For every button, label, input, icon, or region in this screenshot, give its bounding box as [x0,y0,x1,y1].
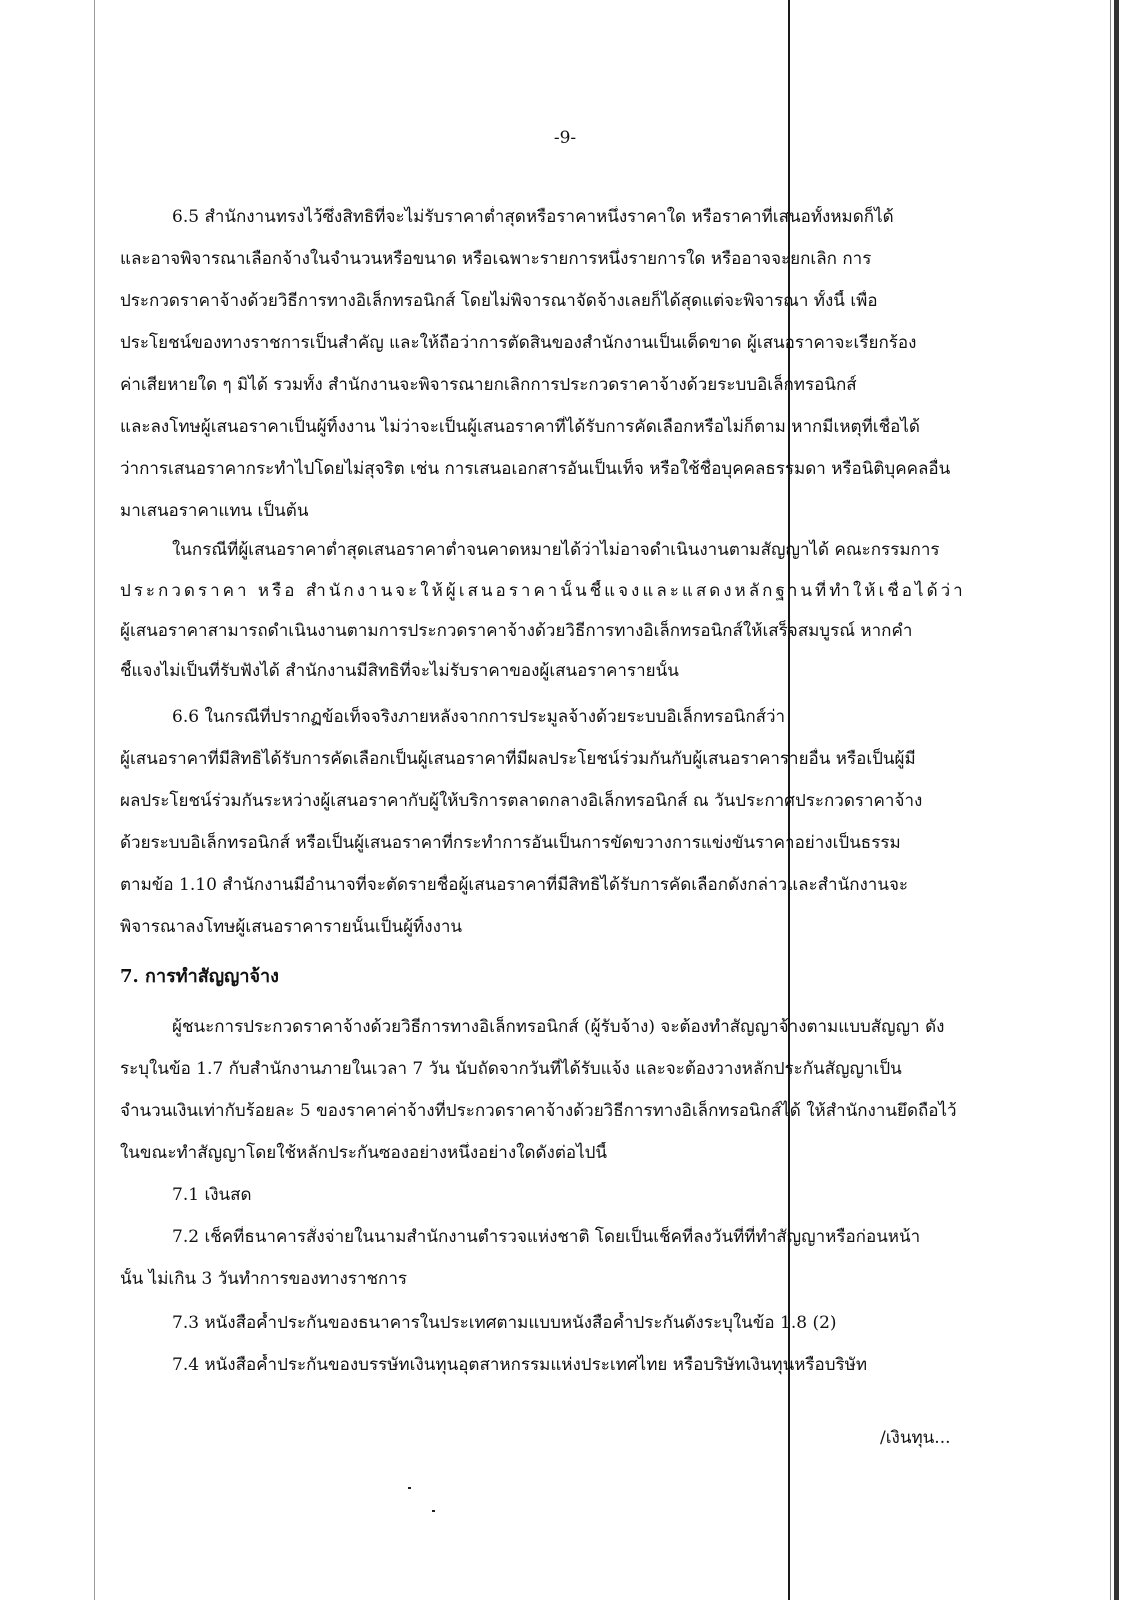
paragraph-line: ในขณะทำสัญญาโดยใช้หลักประกันซองอย่างหนึ่งอย่างใดดังต่อไปนี้ [120,1143,608,1163]
paragraph-line: ค่าเสียหายใด ๆ มิได้ รวมทั้ง สำนักงานจะพิจารณายกเลิกการประกวดราคาจ้างด้วยระบบอิเล็กทรอนิกส์ [120,375,857,395]
scan-edge-line [94,0,95,1600]
paragraph-line: ประกวดราคาจ้างด้วยวิธีการทางอิเล็กทรอนิกส์ โดยไม่พิจารณาจัดจ้างเลยก็ได้สุดแต่จะพิจารณา ทั้งนี้ เพื่อ [120,291,878,311]
paragraph-line: ในกรณีที่ผู้เสนอราคาต่ำสุดเสนอราคาต่ำจนคาดหมายได้ว่าไม่อาจดำเนินงานตามสัญญาได้ คณะกรรมการ [172,540,940,560]
paragraph-line: 7.1 เงินสด [172,1185,252,1205]
paragraph-line: 7.4 หนังสือค้ำประกันของบรรษัทเงินทุนอุตสาหกรรมแห่งประเทศไทย หรือบริษัทเงินทุนหรือบริษัท [172,1355,868,1375]
paragraph-line: ตามข้อ 1.10 สำนักงานมีอำนาจที่จะตัดรายชื่อผู้เสนอราคาที่มีสิทธิได้รับการคัดเลือกดังกล่าวและสำนักงานจะ [120,875,909,895]
scan-border [1114,0,1119,1600]
paragraph-line: จำนวนเงินเท่ากับร้อยละ 5 ของราคาค่าจ้างที่ประกวดราคาจ้างด้วยวิธีการทางอิเล็กทรอนิกส์ได้ ให้สำนักงานยึดถือไว้ [120,1101,957,1121]
page-number: -9- [553,128,577,148]
paragraph-line: 7.2 เช็คที่ธนาคารสั่งจ่ายในนามสำนักงานตำรวจแห่งชาติ โดยเป็นเช็คที่ลงวันที่ที่ทำสัญญาหรือก่อนหน้า [172,1227,921,1247]
paragraph-line: ด้วยระบบอิเล็กทรอนิกส์ หรือเป็นผู้เสนอราคาที่กระทำการอันเป็นการขัดขวางการแข่งขันราคาอย่างเป็นธรรม [120,833,901,853]
paragraph-line: ผู้เสนอราคาที่มีสิทธิได้รับการคัดเลือกเป็นผู้เสนอราคาที่มีผลประโยชน์ร่วมกันกับผู้เสนอราคารายอื่น หรือเป็นผู้มี [120,749,916,769]
paragraph-line: และลงโทษผู้เสนอราคาเป็นผู้ทิ้งงาน ไม่ว่าจะเป็นผู้เสนอราคาที่ได้รับการคัดเลือกหรือไม่ก็ตาม หากมีเหตุที่เชื่อได้ [120,417,920,437]
paragraph-line: ผู้เสนอราคาสามารถดำเนินงานตามการประกวดราคาจ้างด้วยวิธีการทางอิเล็กทรอนิกส์ให้เสร็จสมบูรณ์ หากคำ [120,621,913,641]
paragraph-line: 6.6 ในกรณีที่ปรากฏข้อเท็จจริงภายหลังจากการประมูลจ้างด้วยระบบอิเล็กทรอนิกส์ว่า [172,707,786,727]
paragraph-line: ชี้แจงไม่เป็นที่รับฟังได้ สำนักงานมีสิทธิที่จะไม่รับราคาของผู้เสนอราคารายนั้น [120,661,679,681]
paragraph-line: พิจารณาลงโทษผู้เสนอราคารายนั้นเป็นผู้ทิ้งงาน [120,917,463,937]
paragraph-line: ประโยชน์ของทางราชการเป็นสำคัญ และให้ถือว่าการตัดสินของสำนักงานเป็นเด็ดขาด ผู้เสนอราคาจะเรียกร้อง [120,333,917,353]
paragraph-line: มาเสนอราคาแทน เป็นต้น [120,501,309,521]
scan-edge-line [1110,0,1111,1600]
paragraph-line: ระบุในข้อ 1.7 กับสำนักงานภายในเวลา 7 วัน นับถัดจากวันที่ได้รับแจ้ง และจะต้องวางหลักประกันสัญญาเป็น [120,1059,902,1079]
continuation-text: /เงินทุน... [880,1428,951,1448]
section-heading: 7. การทำสัญญาจ้าง [120,966,279,987]
paragraph-line: 7.3 หนังสือค้ำประกันของธนาคารในประเทศตามแบบหนังสือค้ำประกันดังระบุในข้อ 1.8 (2) [172,1313,837,1333]
paragraph-line: ประกวดราคา หรือ สำนักงานจะให้ผู้เสนอราคานั้นชี้แจงและแสดงหลักฐานที่ทำให้เชื่อได้ว่า [120,581,966,601]
paragraph-line: ว่าการเสนอราคากระทำไปโดยไม่สุจริต เช่น การเสนอเอกสารอันเป็นเท็จ หรือใช้ชื่อบุคคลธรรมดา หรือนิติบุคคลอื่น [120,459,951,479]
paragraph-line: 6.5 สำนักงานทรงไว้ซึ่งสิทธิที่จะไม่รับราคาต่ำสุดหรือราคาหนึ่งราคาใด หรือราคาที่เสนอทั้งหมดก็ได้ [172,207,894,227]
scan-speck [408,1487,411,1489]
paragraph-line: ผลประโยชน์ร่วมกันระหว่างผู้เสนอราคากับผู้ให้บริการตลาดกลางอิเล็กทรอนิกส์ ณ วันประกาศประกวดราคาจ้าง [120,791,923,811]
scan-speck [432,1510,435,1512]
paragraph-line: ผู้ชนะการประกวดราคาจ้างด้วยวิธีการทางอิเล็กทรอนิกส์ (ผู้รับจ้าง) จะต้องทำสัญญาจ้างตามแบบสัญญา ดัง [172,1017,945,1037]
paragraph-line: และอาจพิจารณาเลือกจ้างในจำนวนหรือขนาด หรือเฉพาะรายการหนึ่งรายการใด หรืออาจจะยกเลิก การ [120,249,872,269]
paragraph-line: นั้น ไม่เกิน 3 วันทำการของทางราชการ [120,1269,408,1289]
